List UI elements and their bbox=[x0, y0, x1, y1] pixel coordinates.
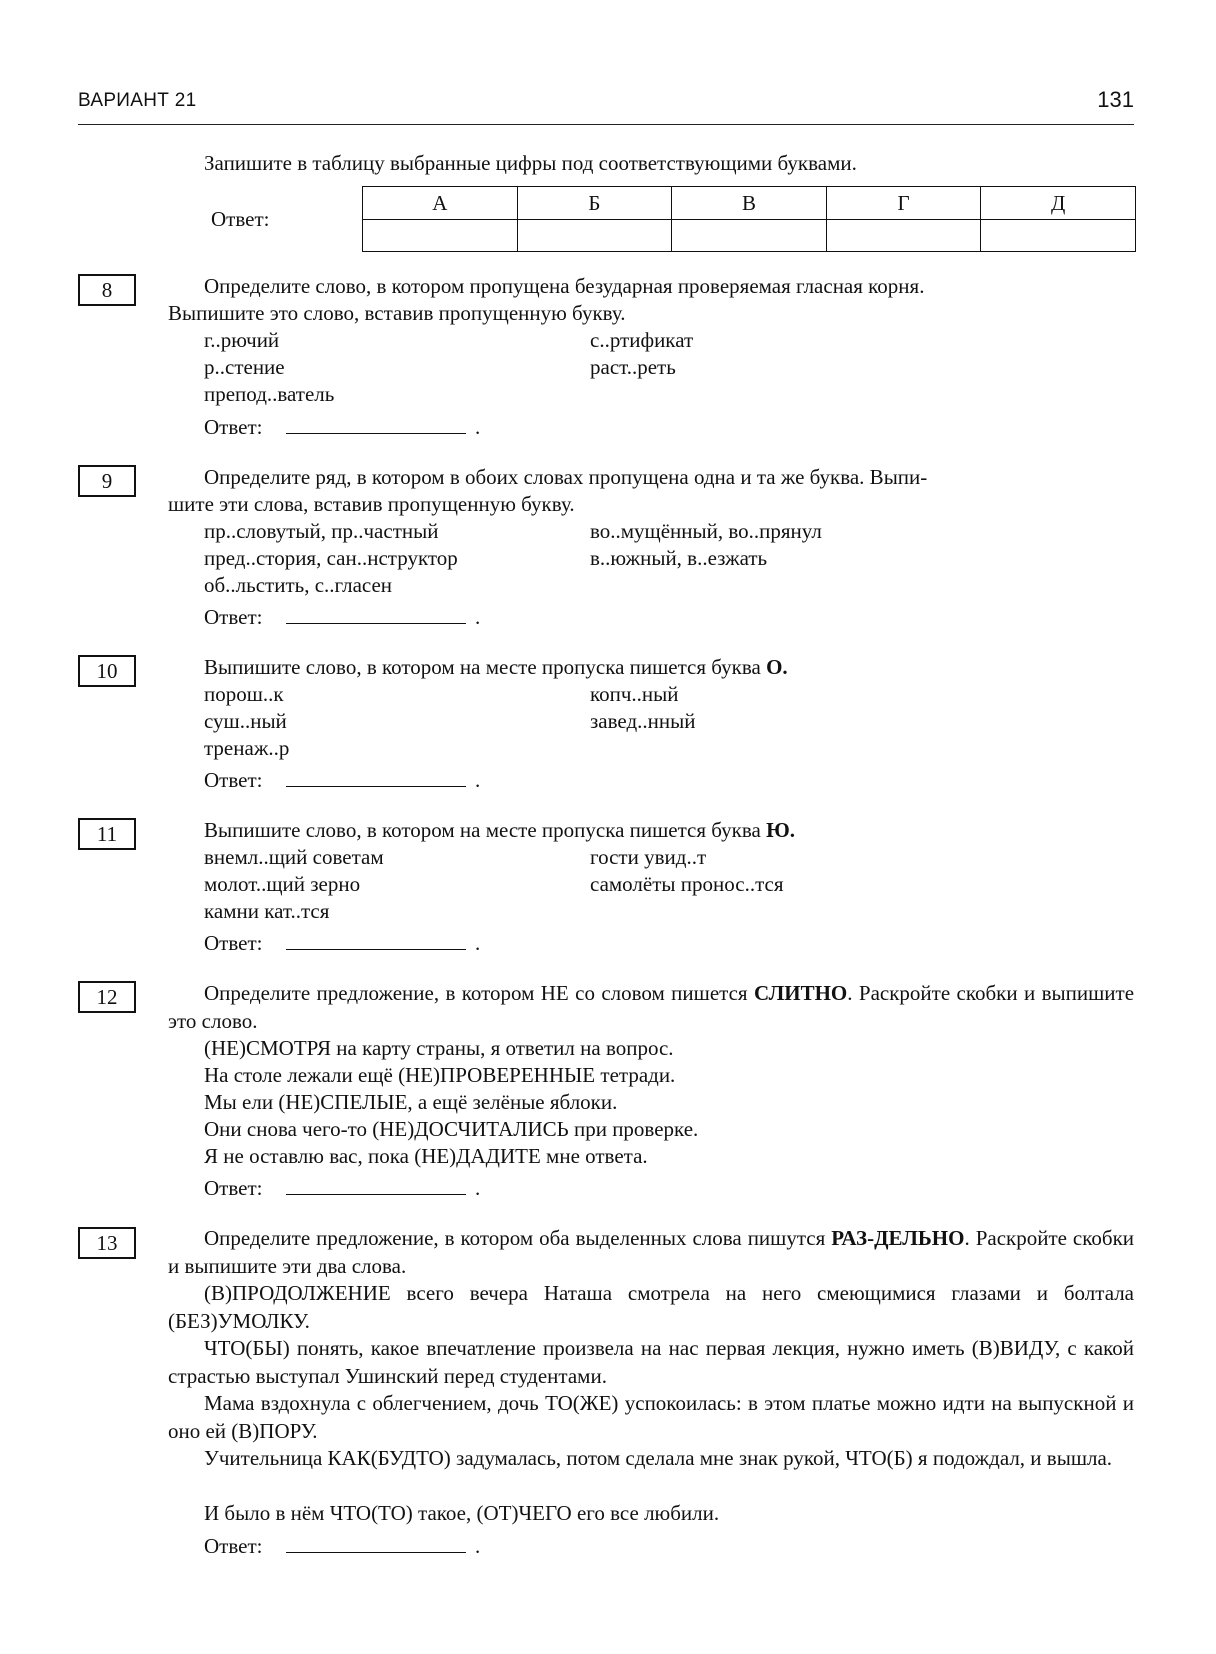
task-8-answer-field[interactable] bbox=[286, 410, 466, 434]
task-10-letter: О. bbox=[766, 655, 788, 679]
variant-title: ВАРИАНТ 21 bbox=[78, 90, 197, 111]
task-13-sentence bbox=[168, 1390, 1134, 1445]
task-number-13: 13 bbox=[78, 1227, 136, 1259]
answer-table-input-row bbox=[363, 219, 1136, 252]
answer-table-prompt: Запишите в таблицу выбранные цифры под соответствующими буквами. bbox=[204, 151, 857, 175]
task-13-answer-field[interactable] bbox=[286, 1529, 466, 1553]
answer-period: . bbox=[475, 1534, 481, 1558]
task-12-sentence: Они снова чего-то (НЕ)ДОСЧИТАЛИСЬ при проверке. bbox=[204, 1117, 699, 1141]
task-8-option: с..ртификат bbox=[590, 328, 694, 352]
task-13-intro-bold: РАЗ-ДЕЛЬНО bbox=[831, 1226, 965, 1250]
answer-col-b: Б bbox=[517, 187, 672, 220]
task-9-answer-field[interactable] bbox=[286, 600, 466, 624]
task-10-line1 bbox=[204, 654, 788, 681]
task-11-option: молот..щий зерно bbox=[204, 872, 361, 896]
answer-table bbox=[362, 186, 1136, 252]
task-number-10: 10 bbox=[78, 655, 136, 687]
task-8-option: г..рючий bbox=[204, 328, 280, 352]
task-11-line1-text: Выпишите слово, в котором на месте пропуска пишется буква bbox=[204, 818, 761, 842]
task-8-answer-label: Ответ: bbox=[204, 415, 263, 439]
task-10-option: копч..ный bbox=[590, 682, 679, 706]
task-12-answer-field[interactable] bbox=[286, 1171, 466, 1195]
task-number-8: 8 bbox=[78, 274, 136, 306]
task-9-option: в..южный, в..езжать bbox=[590, 546, 768, 570]
task-13-intro bbox=[168, 1225, 1134, 1280]
answer-table-header-row bbox=[363, 187, 1136, 220]
task-9-line1: Определите ряд, в котором в обоих словах пропущена одна и та же буква. Выпи- bbox=[204, 465, 928, 489]
task-11-option: камни кат..тся bbox=[204, 899, 330, 923]
task-13-sentence-text: И было в нём ЧТО(ТО) такое, (ОТ)ЧЕГО его все любили. bbox=[204, 1501, 720, 1525]
task-10-option: порош..к bbox=[204, 682, 284, 706]
task-13-sentence-text: Мама вздохнула с облегчением, дочь ТО(ЖЕ) успокоилась: в этом платье можно идти на выпускной и оно ей (В)ПОРУ. bbox=[168, 1391, 1134, 1443]
task-number-11: 11 bbox=[78, 818, 136, 850]
answer-col-a: А bbox=[363, 187, 518, 220]
task-11-answer-label: Ответ: bbox=[204, 931, 263, 955]
task-13-sentence-text: Учительница КАК(БУДТО) задумалась, потом сделала мне знак рукой, ЧТО(Б) я подождал, и вышла. bbox=[204, 1446, 1113, 1470]
task-13-sentence bbox=[168, 1335, 1134, 1390]
task-10-option: суш..ный bbox=[204, 709, 287, 733]
task-13-sentence-text: ЧТО(БЫ) понять, какое впечатление произвела на нас первая лекция, нужно иметь (В)ВИДУ, с какой страстью выступал Ушинский перед студентами. bbox=[168, 1336, 1134, 1388]
task-8-option: р..стение bbox=[204, 355, 285, 379]
page-header bbox=[78, 84, 1134, 125]
task-9-option: пр..словутый, пр..частный bbox=[204, 519, 439, 543]
task-13-sentence-text: (В)ПРОДОЛЖЕНИЕ всего вечера Наташа смотрела на него смеющимися глазами и болтала (БЕЗ)УМОЛКУ. bbox=[168, 1281, 1134, 1333]
task-11-letter: Ю. bbox=[766, 818, 795, 842]
task-9-line2: шите эти слова, вставив пропущенную букву. bbox=[168, 492, 575, 516]
answer-table-label: Ответ: bbox=[211, 207, 270, 231]
page-number: 131 bbox=[1097, 87, 1134, 112]
task-13-intro-b: . Раскройте скобки и выпишите эти два слова. bbox=[168, 1226, 1135, 1278]
task-8-line2: Выпишите это слово, вставив пропущенную букву. bbox=[168, 301, 626, 325]
task-9-option: пред..стория, сан..нструктор bbox=[204, 546, 458, 570]
task-number-12: 12 bbox=[78, 981, 136, 1013]
task-13-sentence bbox=[168, 1280, 1134, 1335]
task-8-line1: Определите слово, в котором пропущена безударная проверяемая гласная корня. bbox=[204, 274, 925, 298]
task-12-intro bbox=[168, 980, 1134, 1035]
task-9-option: во..мущённый, во..прянул bbox=[590, 519, 822, 543]
task-12-answer-label: Ответ: bbox=[204, 1176, 263, 1200]
task-10-option: тренаж..р bbox=[204, 736, 290, 760]
task-11-option: внемл..щий советам bbox=[204, 845, 384, 869]
answer-cell-v[interactable] bbox=[672, 219, 827, 252]
task-13-intro-a: Определите предложение, в котором оба выделенных слова пишутся bbox=[204, 1226, 826, 1250]
task-13-answer-label: Ответ: bbox=[204, 1534, 263, 1558]
task-10-answer-field[interactable] bbox=[286, 763, 466, 787]
answer-cell-a[interactable] bbox=[363, 219, 518, 252]
task-11-answer-field[interactable] bbox=[286, 926, 466, 950]
answer-period: . bbox=[475, 768, 481, 792]
task-9-option: об..льстить, с..гласен bbox=[204, 573, 393, 597]
task-11-option: гости увид..т bbox=[590, 845, 707, 869]
task-12-intro-bold: СЛИТНО bbox=[753, 981, 848, 1005]
task-12-intro-b: . Раскройте скобки и выпишите это слово. bbox=[168, 981, 1135, 1033]
task-12-sentence: Мы ели (НЕ)СПЕЛЫЕ, а ещё зелёные яблоки. bbox=[204, 1090, 618, 1114]
task-12-sentence: Я не оставлю вас, пока (НЕ)ДАДИТЕ мне ответа. bbox=[204, 1144, 648, 1168]
task-12-sentence: (НЕ)СМОТРЯ на карту страны, я ответил на вопрос. bbox=[204, 1036, 674, 1060]
answer-period: . bbox=[475, 1176, 481, 1200]
answer-cell-b[interactable] bbox=[517, 219, 672, 252]
task-10-answer-label: Ответ: bbox=[204, 768, 263, 792]
task-11-line1 bbox=[204, 817, 795, 844]
task-8-option: препод..ватель bbox=[204, 382, 335, 406]
task-10-option: завед..нный bbox=[590, 709, 696, 733]
answer-cell-d[interactable] bbox=[981, 219, 1136, 252]
task-12-intro-a: Определите предложение, в котором НЕ со словом пишется bbox=[204, 981, 748, 1005]
answer-col-d: Д bbox=[981, 187, 1136, 220]
answer-period: . bbox=[475, 931, 481, 955]
answer-col-g: Г bbox=[826, 187, 981, 220]
answer-period: . bbox=[475, 415, 481, 439]
task-11-option: самолёты пронос..тся bbox=[590, 872, 784, 896]
answer-cell-g[interactable] bbox=[826, 219, 981, 252]
task-9-answer-label: Ответ: bbox=[204, 605, 263, 629]
task-10-line1-text: Выпишите слово, в котором на месте пропуска пишется буква bbox=[204, 655, 761, 679]
answer-period: . bbox=[475, 605, 481, 629]
task-number-9: 9 bbox=[78, 465, 136, 497]
task-12-sentence: На столе лежали ещё (НЕ)ПРОВЕРЕННЫЕ тетради. bbox=[204, 1063, 676, 1087]
answer-col-v: В bbox=[672, 187, 827, 220]
task-13-sentence bbox=[168, 1445, 1134, 1473]
task-13-sentence bbox=[168, 1500, 1134, 1528]
task-8-option: раст..реть bbox=[590, 355, 676, 379]
